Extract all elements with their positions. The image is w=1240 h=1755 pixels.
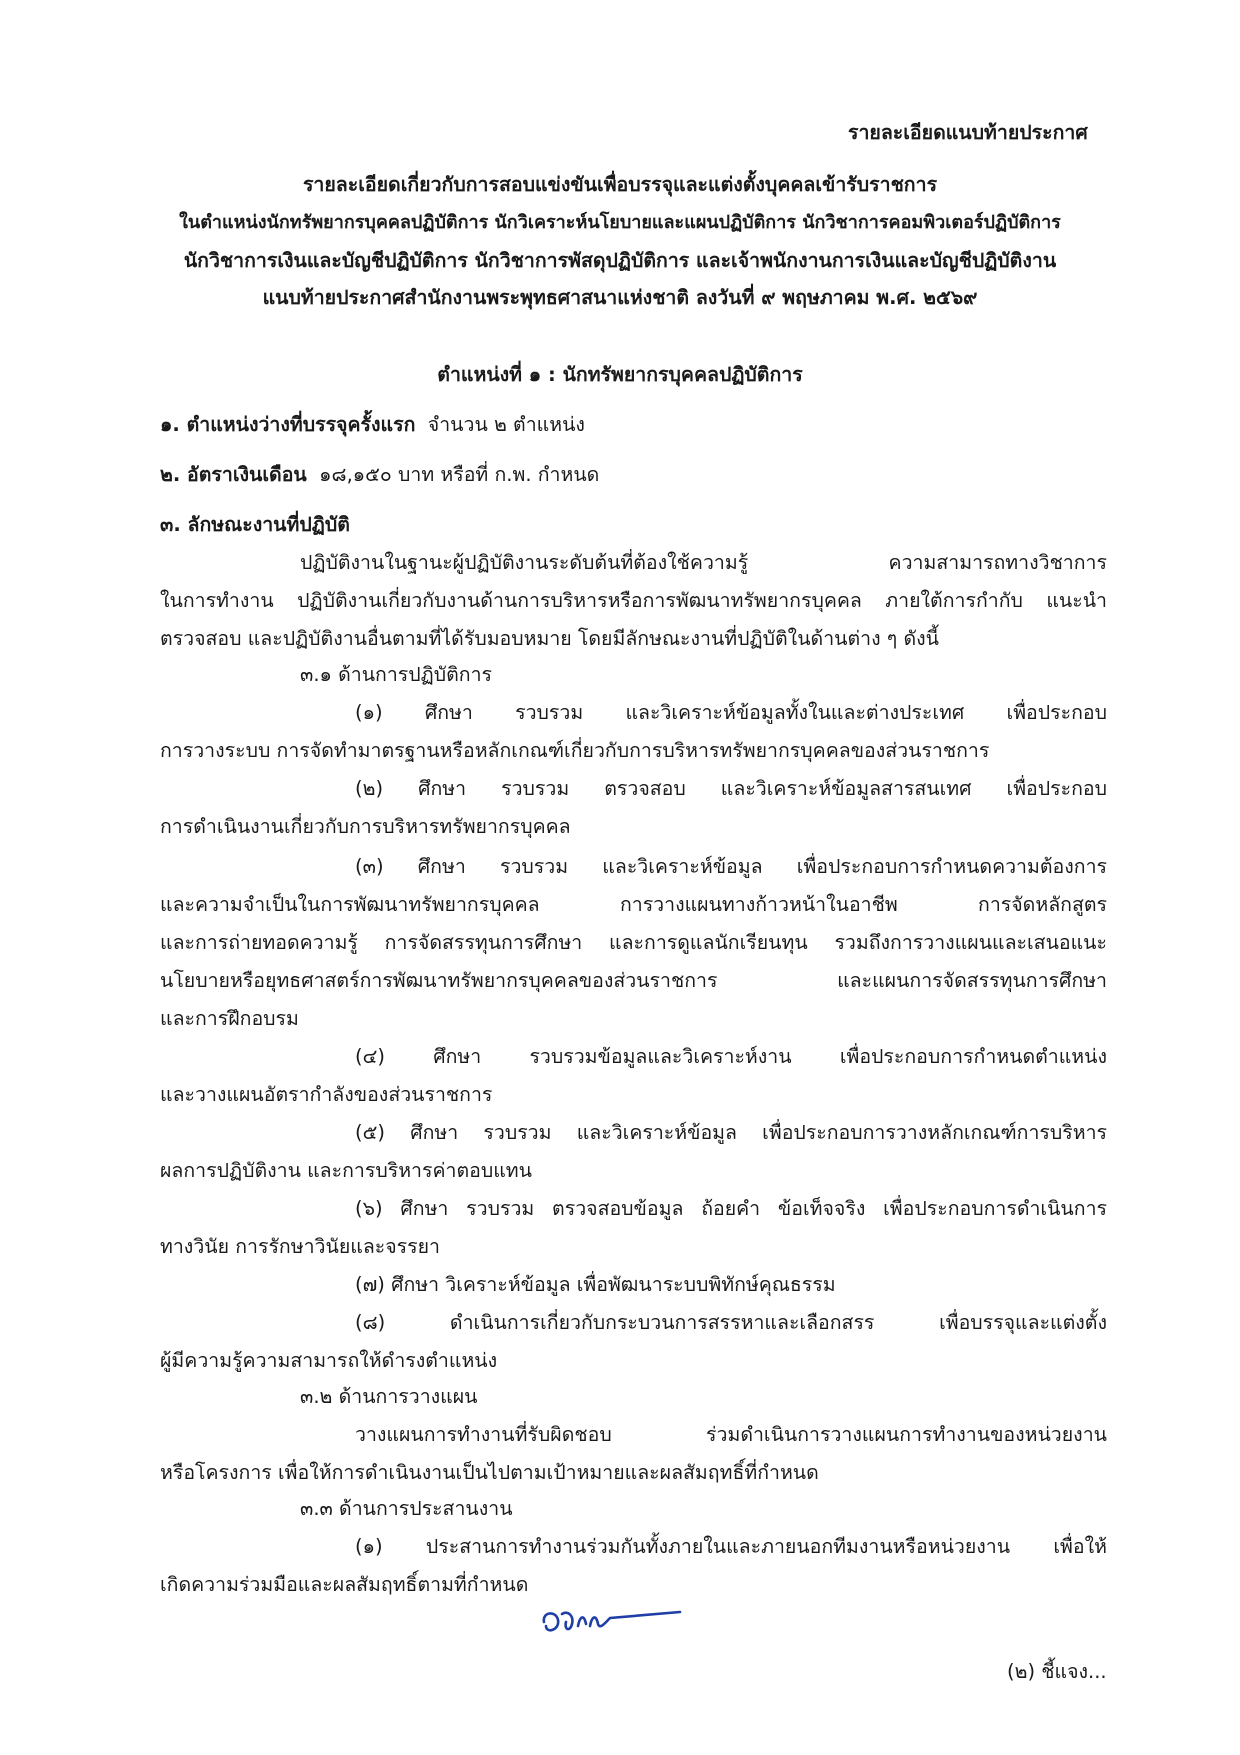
p6-line-1: (๖) ศึกษา รวบรวม ตรวจสอบข้อมูล ถ้อยคำ ข้อเท็จจริง เพื่อประกอบการดำเนินการ	[355, 1197, 1107, 1220]
p8-line-2: ผู้มีความรู้ความสามารถให้ดำรงตำแหน่ง	[160, 1349, 498, 1372]
item-3-label: ๓. ลักษณะงานที่ปฏิบัติ	[160, 513, 350, 536]
plan-line-2: หรือโครงการ เพื่อให้การดำเนินงานเป็นไปตามเป้าหมายและผลสัมฤทธิ์ที่กำหนด	[160, 1461, 819, 1484]
p4-line-1: (๔) ศึกษา รวบรวมข้อมูลและวิเคราะห์งาน เพื่อประกอบการกำหนดตำแหน่ง	[355, 1045, 1107, 1068]
item-2-label: ๒. อัตราเงินเดือน	[160, 463, 307, 486]
coord-line-1: (๑) ประสานการทำงานร่วมกันทั้งภายในและภายนอกทีมงานหรือหน่วยงาน เพื่อให้	[355, 1535, 1107, 1558]
item-1-value: จำนวน ๒ ตำแหน่ง	[427, 413, 585, 436]
p1-line-2: การวางระบบ การจัดทำมาตรฐานหรือหลักเกณฑ์เกี่ยวกับการบริหารทรัพยากรบุคคลของส่วนราชการ	[160, 739, 990, 762]
intro-line-2: ในการทำงาน ปฏิบัติงานเกี่ยวกับงานด้านการบริหารหรือการพัฒนาทรัพยากรบุคคล ภายใต้การกำกับ แนะนำ	[160, 589, 1107, 612]
section-3-2-heading: ๓.๒ ด้านการวางแผน	[300, 1385, 478, 1408]
p1-line-1: (๑) ศึกษา รวบรวม และวิเคราะห์ข้อมูลทั้งในและต่างประเทศ เพื่อประกอบ	[355, 701, 1107, 724]
p2-line-1: (๒) ศึกษา รวบรวม ตรวจสอบ และวิเคราะห์ข้อมูลสารสนเทศ เพื่อประกอบ	[355, 777, 1107, 800]
section-3-1-heading: ๓.๑ ด้านการปฏิบัติการ	[300, 663, 493, 686]
title-line-2: ในตำแหน่งนักทรัพยากรบุคคลปฏิบัติการ นักวิเคราะห์นโยบายและแผนปฏิบัติการ นักวิชาการคอมพิวเตอร์ปฏิบัติการ	[179, 212, 1061, 233]
position-heading: ตำแหน่งที่ ๑ : นักทรัพยากรบุคคลปฏิบัติการ	[437, 363, 803, 386]
plan-line-1: วางแผนการทำงานที่รับผิดชอบ ร่วมดำเนินการวางแผนการทำงานของหน่วยงาน	[355, 1423, 1107, 1446]
p3-line-4: นโยบายหรือยุทธศาสตร์การพัฒนาทรัพยากรบุคคลของส่วนราชการ และแผนการจัดสรรทุนการศึกษา	[160, 969, 1107, 992]
handwritten-signature	[538, 1600, 688, 1640]
p3-line-2: และความจำเป็นในการพัฒนาทรัพยากรบุคคล การวางแผนทางก้าวหน้าในอาชีพ การจัดหลักสูตร	[160, 893, 1107, 916]
p8-line-1: (๘) ดำเนินการเกี่ยวกับกระบวนการสรรหาและเลือกสรร เพื่อบรรจุและแต่งตั้ง	[355, 1311, 1107, 1334]
item-2-value: ๑๘,๑๕๐ บาท หรือที่ ก.พ. กำหนด	[319, 463, 600, 486]
intro-line-3: ตรวจสอบ และปฏิบัติงานอื่นตามที่ได้รับมอบหมาย โดยมีลักษณะงานที่ปฏิบัติในด้านต่าง ๆ ดังนี้	[160, 627, 939, 650]
item-2	[160, 460, 599, 490]
item-1-label: ๑. ตำแหน่งว่างที่บรรจุครั้งแรก	[160, 413, 416, 436]
attachment-label: รายละเอียดแนบท้ายประกาศ	[848, 121, 1088, 144]
intro-line-1: ปฏิบัติงานในฐานะผู้ปฏิบัติงานระดับต้นที่ต้องใช้ความรู้ ความสามารถทางวิชาการ	[300, 551, 1107, 574]
section-3-3-heading: ๓.๓ ด้านการประสานงาน	[300, 1497, 513, 1520]
p7-line: (๗) ศึกษา วิเคราะห์ข้อมูล เพื่อพัฒนาระบบพิทักษ์คุณธรรม	[355, 1273, 836, 1296]
p2-line-2: การดำเนินงานเกี่ยวกับการบริหารทรัพยากรบุคคล	[160, 815, 571, 838]
p5-line-1: (๕) ศึกษา รวบรวม และวิเคราะห์ข้อมูล เพื่อประกอบการวางหลักเกณฑ์การบริหาร	[355, 1121, 1107, 1144]
p3-line-1: (๓) ศึกษา รวบรวม และวิเคราะห์ข้อมูล เพื่อประกอบการกำหนดความต้องการ	[355, 855, 1107, 878]
coord-line-2: เกิดความร่วมมือและผลสัมฤทธิ์ตามที่กำหนด	[160, 1573, 529, 1596]
p3-line-5: และการฝึกอบรม	[160, 1007, 299, 1030]
item-1	[160, 410, 585, 440]
continued-marker: (๒) ชี้แจง...	[1007, 1660, 1107, 1683]
p3-line-3: และการถ่ายทอดความรู้ การจัดสรรทุนการศึกษา และการดูแลนักเรียนทุน รวมถึงการวางแผนและเสนอแนะ	[160, 931, 1107, 954]
title-line-4: แนบท้ายประกาศสำนักงานพระพุทธศาสนาแห่งชาติ ลงวันที่ ๙ พฤษภาคม พ.ศ. ๒๕๖๙	[262, 286, 978, 309]
title-line-3: นักวิชาการเงินและบัญชีปฏิบัติการ นักวิชาการพัสดุปฏิบัติการ และเจ้าพนักงานการเงินและบัญชีปฏิบัติงาน	[183, 249, 1057, 272]
p5-line-2: ผลการปฏิบัติงาน และการบริหารค่าตอบแทน	[160, 1159, 532, 1182]
title-line-1: รายละเอียดเกี่ยวกับการสอบแข่งขันเพื่อบรรจุและแต่งตั้งบุคคลเข้ารับราชการ	[302, 173, 938, 196]
p6-line-2: ทางวินัย การรักษาวินัยและจรรยา	[160, 1235, 440, 1258]
p4-line-2: และวางแผนอัตรากำลังของส่วนราชการ	[160, 1083, 493, 1106]
